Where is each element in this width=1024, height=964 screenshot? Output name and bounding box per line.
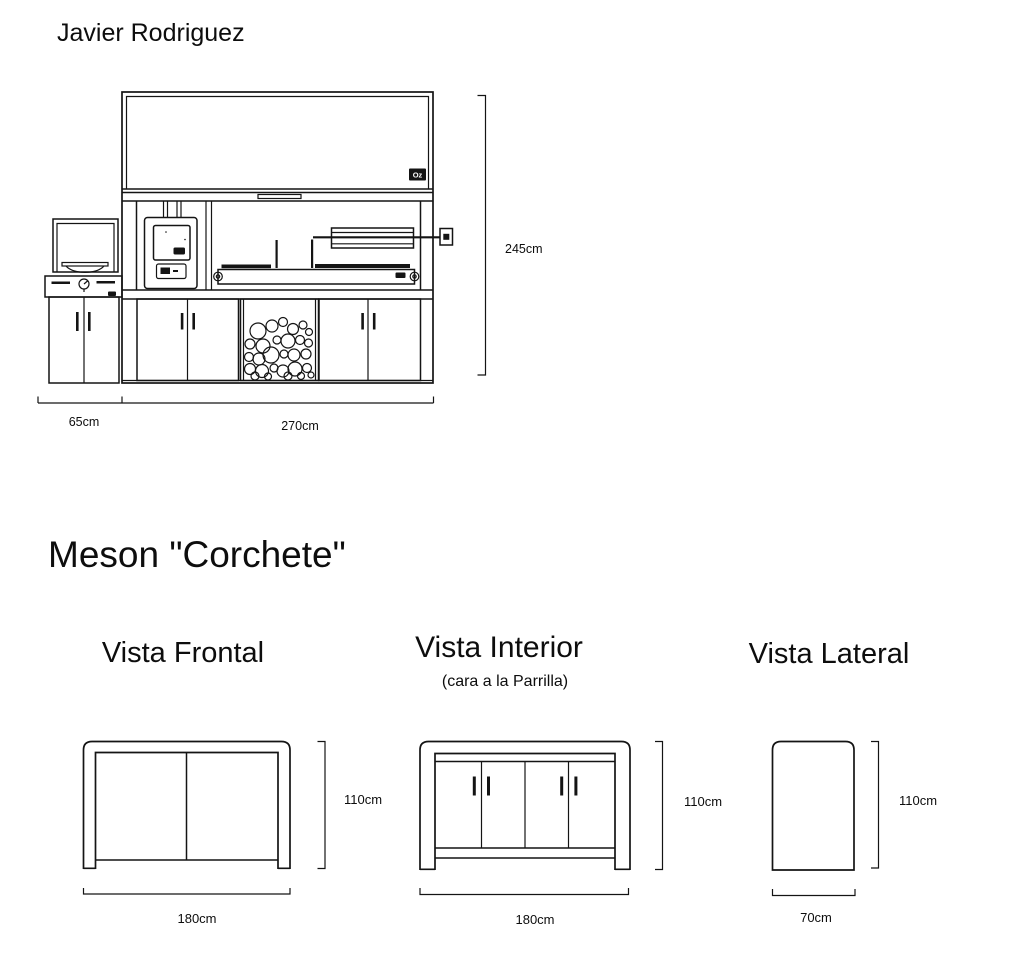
interior-width-bracket [420,888,629,895]
gas-valve-dial [79,279,89,292]
crank-handle [440,229,453,246]
width-dimension-line [38,397,434,404]
frontal-height-dim: 110cm [344,792,383,807]
grate-left [222,265,272,269]
burner-slot-right [97,281,116,284]
main-width-dim: 270cm [281,419,319,433]
door-handle [192,313,195,330]
interior-height-bracket [655,742,663,870]
side-unit-width-dim: 65cm [68,415,100,429]
support-rod [276,240,278,268]
door-handle [487,777,490,796]
firewood-logs [245,318,315,381]
firebox-door [154,226,191,261]
side-burner-unit [45,219,122,383]
frontal-height-bracket [318,742,326,869]
interior-view-drawing [420,742,663,895]
grate-right [315,264,410,268]
door-handle [361,313,364,330]
lateral-height-bracket [871,742,879,869]
interior-view-subheading: (cara a la Parrilla) [441,673,569,690]
hood-brand-badge-text: Oz [412,170,423,180]
door-handle [560,777,563,796]
hood-brand-badge [409,169,426,181]
cabinet-doors-right [319,299,421,381]
frontal-width-bracket [84,888,291,894]
platform-brand-badge [396,273,406,279]
sheet-title: Meson "Corchete" [48,534,346,575]
side-unit-lid-inner [57,224,114,273]
chamber-divider [206,201,212,290]
frontal-view-drawing [84,742,326,895]
firebox-brand-badge [174,248,186,255]
door-handle [181,313,184,330]
lateral-width-dim: 70cm [800,910,832,925]
lateral-width-bracket [773,889,856,896]
plate-rim [62,263,108,267]
firewood-storage [241,299,319,381]
support-rod [311,240,313,269]
burner-slot-left [52,282,71,285]
cabinet-doors-left [137,299,239,381]
interior-height-dim: 110cm [684,794,723,809]
door-handle [373,313,376,330]
firebox [145,201,198,289]
interior-view-heading: Vista Interior [415,631,583,664]
author-name: Javier Rodriguez [57,19,245,47]
grill-unit [122,92,453,383]
elevation-height-dim: 245cm [505,242,543,256]
frontal-width-dim: 180cm [177,911,217,926]
height-dimension-bracket [478,96,486,376]
hood-band [122,193,433,202]
elevation-dimension-lines [38,96,486,404]
frontal-view-heading: Vista Frontal [101,637,265,669]
vent-slat [258,195,301,199]
door-handle [88,312,91,331]
door-handle [473,777,476,796]
lateral-view-drawing [773,742,879,896]
door-handle [574,777,577,796]
side-unit-brand-badge [108,292,116,297]
lateral-height-dim: 110cm [899,793,938,808]
lateral-view-heading: Vista Lateral [748,638,910,670]
grill-platform [214,240,419,285]
interior-width-dim: 180cm [515,912,555,927]
door-handle [76,312,79,331]
hood [122,97,433,190]
